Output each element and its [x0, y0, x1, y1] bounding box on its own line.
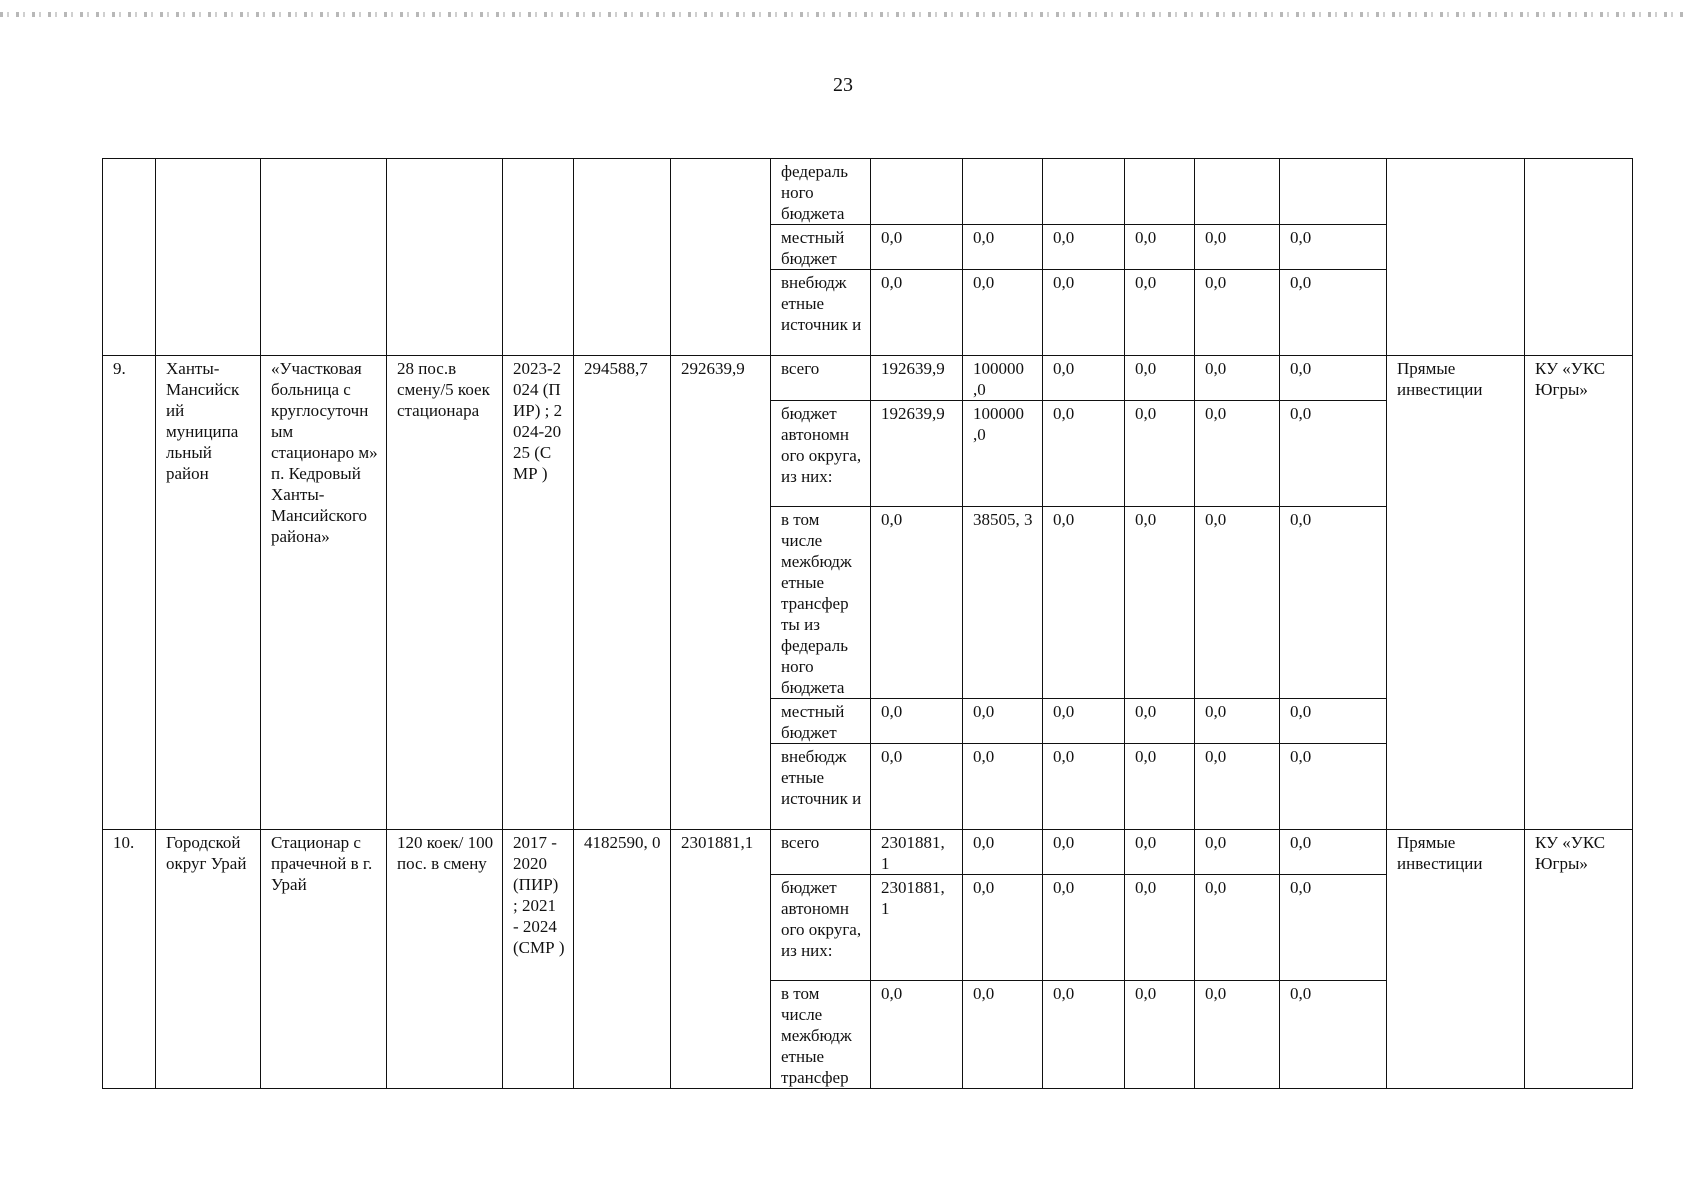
- value-cell: 0,0: [1280, 830, 1387, 875]
- source-label: бюджет автономн ого округа, из них:: [771, 875, 871, 981]
- value-cell: 0,0: [963, 981, 1043, 1089]
- value-cell: 0,0: [1195, 356, 1280, 401]
- value-cell: 0,0: [1195, 270, 1280, 356]
- value-cell: 192639,9: [871, 356, 963, 401]
- value-cell: [1280, 159, 1387, 225]
- value-cell: 0,0: [1125, 401, 1195, 507]
- value-cell: 100000 ,0: [963, 356, 1043, 401]
- value-cell: 2301881, 1: [871, 875, 963, 981]
- value-cell: 0,0: [1280, 507, 1387, 699]
- value-cell: 0,0: [1195, 875, 1280, 981]
- value-cell: 0,0: [1195, 699, 1280, 744]
- value-cell: 0,0: [1043, 401, 1125, 507]
- value-cell: 0,0: [1195, 981, 1280, 1089]
- cell-num: 10.: [103, 830, 156, 1089]
- cell-capacity: 28 пос.в смену/5 коек стационара: [387, 356, 503, 830]
- value-cell: 0,0: [1125, 507, 1195, 699]
- value-cell: 0,0: [1043, 830, 1125, 875]
- value-cell: 0,0: [1195, 401, 1280, 507]
- value-cell: 0,0: [963, 699, 1043, 744]
- cell-municipality: [156, 159, 261, 356]
- value-cell: 0,0: [1280, 356, 1387, 401]
- value-cell: 0,0: [1280, 981, 1387, 1089]
- value-cell: 0,0: [963, 830, 1043, 875]
- cell-period: 2023-2024 (ПИР) ; 2024-2025 (СМР ): [503, 356, 574, 830]
- value-cell: 0,0: [1280, 744, 1387, 830]
- source-label: всего: [771, 830, 871, 875]
- value-cell: 0,0: [963, 875, 1043, 981]
- cell-object: «Участковая больница с круглосуточн ым стационаро м» п. Кедровый Ханты-Мансийского района»: [261, 356, 387, 830]
- value-cell: 0,0: [963, 225, 1043, 270]
- value-cell: 0,0: [1043, 699, 1125, 744]
- cell-capacity: [387, 159, 503, 356]
- cell-customer: КУ «УКС Югры»: [1525, 356, 1633, 830]
- value-cell: 2301881, 1: [871, 830, 963, 875]
- value-cell: 0,0: [1125, 830, 1195, 875]
- value-cell: 0,0: [1280, 875, 1387, 981]
- source-label: бюджет автономн ого округа, из них:: [771, 401, 871, 507]
- value-cell: 0,0: [871, 270, 963, 356]
- cell-municipality: Городской округ Урай: [156, 830, 261, 1089]
- scan-edge-artifact: [0, 12, 1686, 17]
- value-cell: [1195, 159, 1280, 225]
- page-number: 23: [833, 74, 853, 96]
- cell-object: Стационар с прачечной в г. Урай: [261, 830, 387, 1089]
- value-cell: 0,0: [1043, 744, 1125, 830]
- value-cell: [871, 159, 963, 225]
- cell-mechanism: [1387, 159, 1525, 356]
- source-label: местный бюджет: [771, 699, 871, 744]
- table-row: [103, 356, 1633, 401]
- cell-period: 2017 - 2020 (ПИР) ; 2021 - 2024 (СМР ): [503, 830, 574, 1089]
- source-label: внебюдж етные источник и: [771, 744, 871, 830]
- value-cell: 0,0: [1125, 981, 1195, 1089]
- cell-municipality: Ханты-Мансийск ий муниципа льный район: [156, 356, 261, 830]
- value-cell: 0,0: [1125, 225, 1195, 270]
- source-label: федераль ного бюджета: [771, 159, 871, 225]
- value-cell: 0,0: [871, 225, 963, 270]
- cell-num: [103, 159, 156, 356]
- value-cell: 0,0: [1125, 270, 1195, 356]
- source-label: в том числе межбюдж етные трансфер ты из федераль ного бюджета: [771, 507, 871, 699]
- cell-capacity: 120 коек/ 100 пос. в смену: [387, 830, 503, 1089]
- cell-customer: [1525, 159, 1633, 356]
- value-cell: 0,0: [1280, 225, 1387, 270]
- value-cell: 0,0: [1043, 270, 1125, 356]
- value-cell: 0,0: [1043, 875, 1125, 981]
- value-cell: 0,0: [871, 699, 963, 744]
- value-cell: 0,0: [1280, 699, 1387, 744]
- source-label: местный бюджет: [771, 225, 871, 270]
- value-cell: 0,0: [1125, 699, 1195, 744]
- value-cell: 0,0: [963, 270, 1043, 356]
- cell-object: [261, 159, 387, 356]
- value-cell: 0,0: [871, 507, 963, 699]
- table-row: [103, 159, 1633, 225]
- value-cell: 0,0: [1280, 401, 1387, 507]
- value-cell: 0,0: [871, 981, 963, 1089]
- value-cell: 0,0: [1043, 507, 1125, 699]
- cell-mechanism: Прямые инвестиции: [1387, 356, 1525, 830]
- value-cell: 0,0: [1195, 507, 1280, 699]
- value-cell: [1043, 159, 1125, 225]
- value-cell: 100000 ,0: [963, 401, 1043, 507]
- cell-cost-remaining: 2301881,1: [671, 830, 771, 1089]
- value-cell: 0,0: [1043, 356, 1125, 401]
- cell-mechanism: Прямые инвестиции: [1387, 830, 1525, 1089]
- cell-cost-remaining: 292639,9: [671, 356, 771, 830]
- investment-table: [102, 158, 1633, 1089]
- cell-period: [503, 159, 574, 356]
- value-cell: 0,0: [1195, 225, 1280, 270]
- value-cell: 0,0: [1043, 981, 1125, 1089]
- value-cell: 0,0: [1195, 744, 1280, 830]
- value-cell: 0,0: [1043, 225, 1125, 270]
- source-label: внебюдж етные источник и: [771, 270, 871, 356]
- table-row: [103, 830, 1633, 875]
- value-cell: 192639,9: [871, 401, 963, 507]
- value-cell: [963, 159, 1043, 225]
- value-cell: 0,0: [1280, 270, 1387, 356]
- cell-cost-remaining: [671, 159, 771, 356]
- cell-cost-total: 4182590, 0: [574, 830, 671, 1089]
- value-cell: 0,0: [1125, 356, 1195, 401]
- value-cell: [1125, 159, 1195, 225]
- value-cell: 38505, 3: [963, 507, 1043, 699]
- cell-cost-total: 294588,7: [574, 356, 671, 830]
- source-label: в том числе межбюдж етные трансфер: [771, 981, 871, 1089]
- value-cell: 0,0: [1195, 830, 1280, 875]
- cell-customer: КУ «УКС Югры»: [1525, 830, 1633, 1089]
- value-cell: 0,0: [1125, 744, 1195, 830]
- value-cell: 0,0: [963, 744, 1043, 830]
- cell-num: 9.: [103, 356, 156, 830]
- value-cell: 0,0: [871, 744, 963, 830]
- cell-cost-total: [574, 159, 671, 356]
- value-cell: 0,0: [1125, 875, 1195, 981]
- source-label: всего: [771, 356, 871, 401]
